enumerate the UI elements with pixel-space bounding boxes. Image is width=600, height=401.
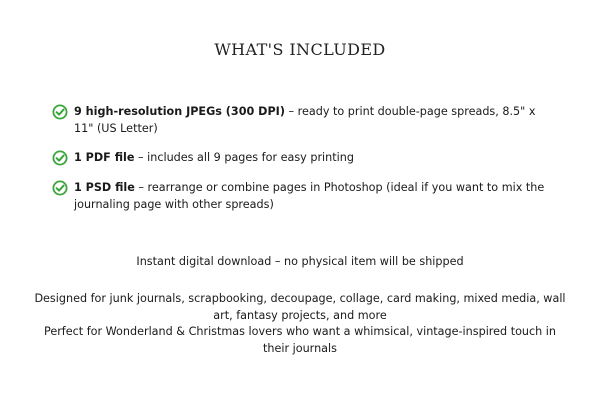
usage-line-1: Designed for junk journals, scrapbooking, decoupage, collage, card making, mixed media, wall art, fantasy projects, and more [34,292,566,322]
section-heading: WHAT'S INCLUDED [214,40,386,59]
feature-title: 1 PDF file [74,151,135,164]
feature-item-psd [52,179,552,213]
feature-title: 1 PSD file [74,181,135,194]
feature-detail: – rearrange or combine pages in Photoshop (ideal if you want to mix the journaling page with other spreads) [74,181,545,211]
feature-title: 9 high-resolution JPEGs (300 DPI) [74,105,285,118]
usage-line-2: Perfect for Wonderland & Christmas lovers who want a whimsical, vintage-inspired touch in their journals [43,325,557,355]
feature-item-jpegs [52,103,552,137]
download-notice: Instant digital download – no physical item will be shipped [136,255,464,268]
feature-detail: – ready to print double-page spreads, 8.5" x 11" (US Letter) [74,105,536,135]
check-circle-icon [52,104,68,120]
check-circle-icon [52,150,68,166]
usage-text [30,291,570,357]
feature-detail: – includes all 9 pages for easy printing [134,151,354,164]
check-circle-icon [52,180,68,196]
feature-item-pdf [52,149,552,166]
feature-list [52,103,552,225]
